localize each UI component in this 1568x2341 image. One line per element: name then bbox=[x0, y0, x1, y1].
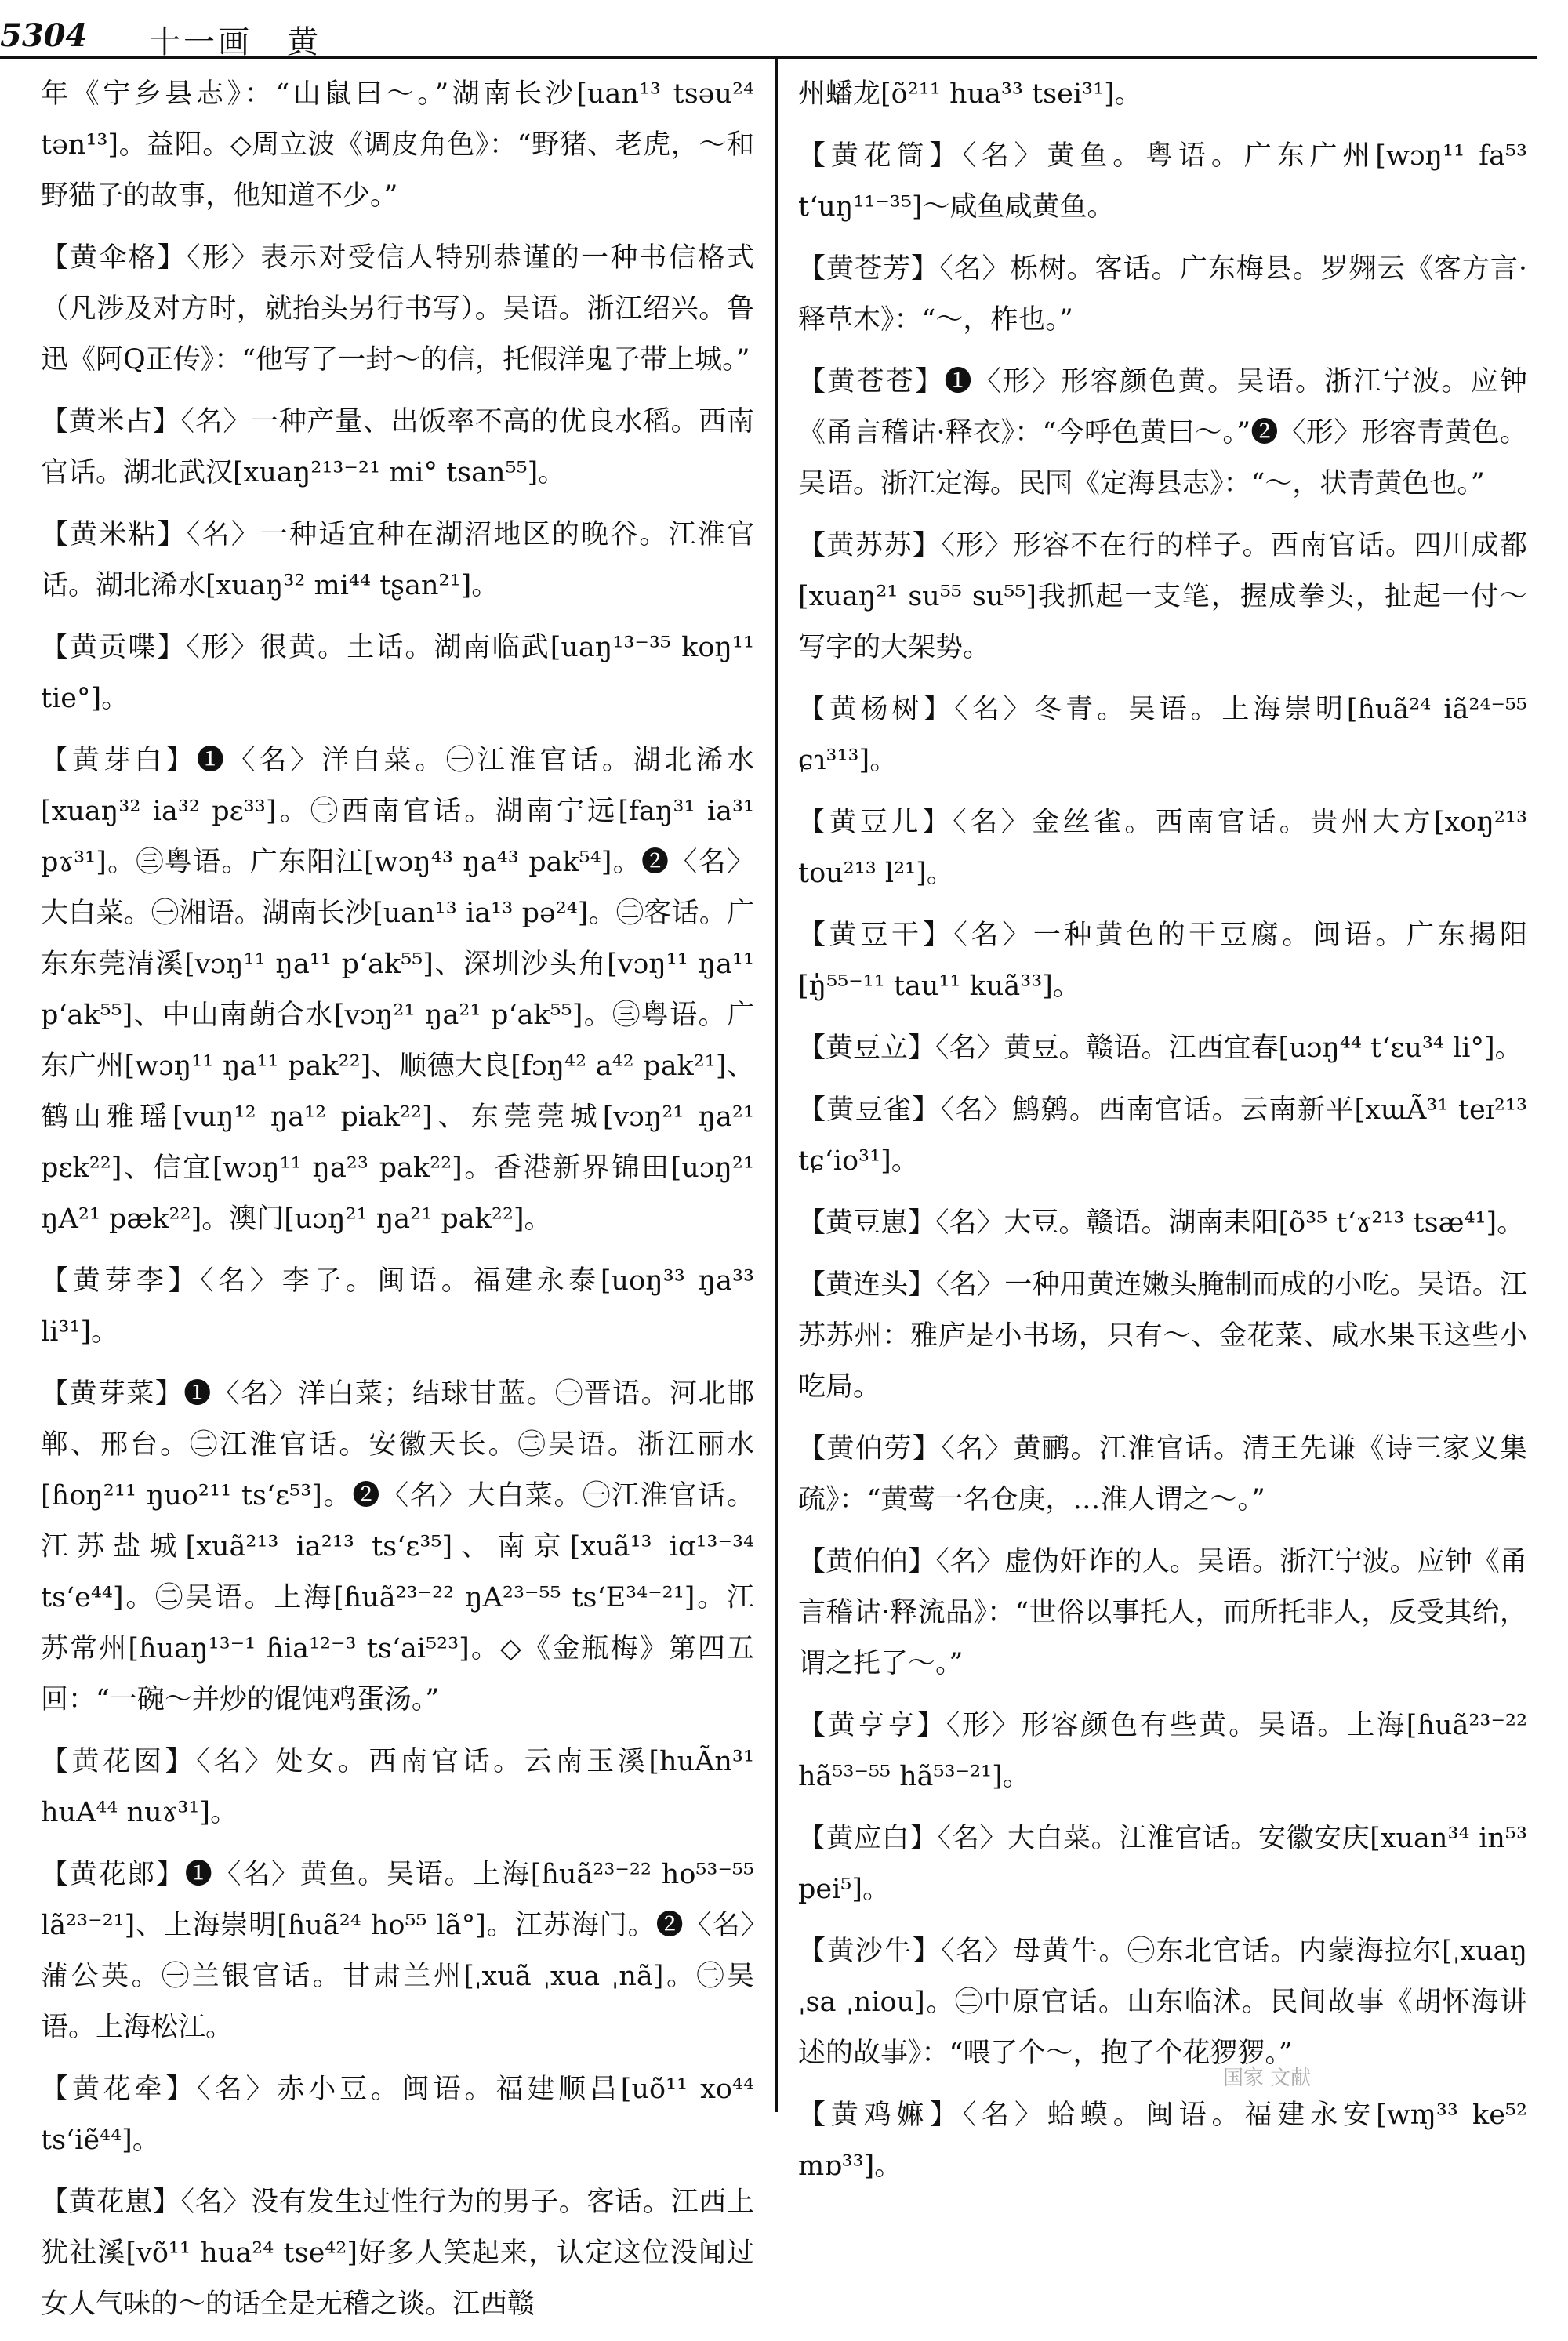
entry: 【黄杨树】〈名〉冬青。吴语。上海崇明[ɦuã²⁴ iã²⁴⁻⁵⁵ ɕɿ³¹³]。 bbox=[798, 694, 1527, 776]
entry-continuation: 年《宁乡县志》：“山鼠曰～。”湖南长沙[uan¹³ tsəu²⁴ tən¹³]。益阳。◇周立波《调皮角色》：“野猪、老虎，～和野猫子的故事，他知道不少。” bbox=[41, 78, 754, 212]
entry: 【黄伯伯】〈名〉虚伪奸诈的人。吴语。浙江宁波。应钟《甬言稽诂·释流品》：“世俗以事托人，而所托非人，反受其绐，谓之托了～。” bbox=[798, 1546, 1527, 1679]
entry: 【黄苏苏】〈形〉形容不在行的样子。西南官话。四川成都[xuaŋ²¹ su⁵⁵ su⁵⁵]我抓起一支笔，握成拳头，扯起一付～写字的大架势。 bbox=[798, 530, 1527, 663]
entry: 【黄花牵】〈名〉赤小豆。闽语。福建顺昌[uõ¹¹ xo⁴⁴ tsʻiẽ⁴⁴]。 bbox=[41, 2074, 754, 2156]
entry: 【黄豆立】〈名〉黄豆。赣语。江西宜春[uɔŋ⁴⁴ tʻɛu³⁴ li°]。 bbox=[798, 1033, 1523, 1064]
entry: 【黄豆崽】〈名〉大豆。赣语。湖南耒阳[õ³⁵ tʻɤ²¹³ tsæ⁴¹]。 bbox=[798, 1207, 1525, 1239]
entry: 【黄芽白】❶〈名〉洋白菜。㊀江淮官话。湖北浠水[xuaŋ³² ia³² pɛ³³]。㊁西南官话。湖南宁远[faŋ³¹ ia³¹ pɤ³¹]。㊂粤语。广东阳江[wɔŋ⁴³ ŋa⁴³ pak⁵⁴]。❷〈名〉大白菜。㊀湘语。湖南长沙[uan¹³ ia¹³ pə²⁴]。㊁客话。广东东莞清溪[vɔŋ¹¹ ŋa¹¹ pʻak⁵⁵]、深圳沙头角[vɔŋ¹¹ ŋa¹¹ pʻak⁵⁵]、中山南蓢合水[vɔŋ²¹ ŋa²¹ pʻak⁵⁵]。㊂粤语。广东广州[wɔŋ¹¹ ŋa¹¹ pak²²]、顺德大良[fɔŋ⁴² a⁴² pak²¹]、鹤山雅瑶[vuŋ¹² ŋa¹² piak²²]、东莞莞城[vɔŋ²¹ ŋa²¹ pɛk²²]、信宜[wɔŋ¹¹ ŋa²³ pak²²]。香港新界锦田[uɔŋ²¹ ŋA²¹ pæk²²]。澳门[uɔŋ²¹ ŋa²¹ pak²²]。 bbox=[41, 745, 754, 1235]
entry: 【黄伞格】〈形〉表示对受信人特别恭谨的一种书信格式（凡涉及对方时，就抬头另行书写）。吴语。浙江绍兴。鲁迅《阿Q正传》：“他写了一封～的信，托假洋鬼子带上城。” bbox=[41, 242, 754, 376]
entry: 【黄米占】〈名〉一种产量、出饭率不高的优良水稻。西南官话。湖北武汉[xuaŋ²¹³⁻²¹ mi° tsan⁵⁵]。 bbox=[41, 406, 754, 488]
entry: 【黄豆雀】〈名〉鹪鹩。西南官话。云南新平[xɯÃ³¹ teɪ²¹³ tɕʻio³¹]。 bbox=[798, 1094, 1527, 1177]
entry: 【黄应白】〈名〉大白菜。江淮官话。安徽安庆[xuan³⁴ in⁵³ pei⁵]。 bbox=[798, 1823, 1527, 1905]
entry: 【黄芽菜】❶〈名〉洋白菜；结球甘蓝。㊀晋语。河北邯郸、邢台。㊁江淮官话。安徽天长。㊂吴语。浙江丽水[ɦoŋ²¹¹ ŋuo²¹¹ tsʻɛ⁵³]。❷〈名〉大白菜。㊀江淮官话。江苏盐城[xuã²¹³ ia²¹³ tsʻɛ³⁵]、南京[xuã¹³ iɑ¹³⁻³⁴ tsʻe⁴⁴]。㊁吴语。上海[ɦuã²³⁻²² ŋA²³⁻⁵⁵ tsʻE³⁴⁻²¹]。江苏常州[ɦuaŋ¹³⁻¹ ɦia¹²⁻³ tsʻai⁵²³]。◇《金瓶梅》第四五回：“一碗～并炒的馄饨鸡蛋汤。” bbox=[41, 1378, 754, 1715]
column-divider bbox=[775, 58, 778, 2112]
entry: 【黄伯劳】〈名〉黄鹂。江淮官话。清王先谦《诗三家义集疏》：“黄莺一名仓庚，…淮人谓之～。” bbox=[798, 1433, 1527, 1515]
entry-continuation: 州蟠龙[õ²¹¹ hua³³ tsei³¹]。 bbox=[798, 78, 1142, 110]
library-stamp: 国家 文献 bbox=[1223, 2067, 1312, 2090]
entry: 【黄连头】〈名〉一种用黄连嫩头腌制而成的小吃。吴语。江苏苏州：雅庐是小书场，只有～、金花菜、咸水果玉这些小吃局。 bbox=[798, 1269, 1527, 1403]
entry: 【黄花筒】〈名〉黄鱼。粤语。广东广州[wɔŋ¹¹ fa⁵³ tʻuŋ¹¹⁻³⁵]～咸鱼咸黄鱼。 bbox=[798, 140, 1527, 223]
entry: 【黄豆儿】〈名〉金丝雀。西南官话。贵州大方[xoŋ²¹³ tou²¹³ l²¹]。 bbox=[798, 807, 1527, 889]
entry: 【黄芽李】〈名〉李子。闽语。福建永泰[uoŋ³³ ŋa³³ li³¹]。 bbox=[41, 1265, 754, 1348]
page-number: 5304 bbox=[0, 17, 88, 54]
running-header bbox=[0, 17, 1537, 60]
right-column bbox=[798, 69, 1527, 2203]
entry: 【黄花囡】〈名〉处女。西南官话。云南玉溪[huÃn³¹ huA⁴⁴ nuɤ³¹]。 bbox=[41, 1746, 754, 1828]
entry: 【黄鸡嫲】〈名〉蛤蟆。闽语。福建永安[wɱ³³ ke⁵² mɒ³³]。 bbox=[798, 2100, 1527, 2182]
entry: 【黄亨亨】〈形〉形容颜色有些黄。吴语。上海[ɦuã²³⁻²² hã⁵³⁻⁵⁵ hã⁵³⁻²¹]。 bbox=[798, 1710, 1527, 1792]
section-title: 十一画 黄 bbox=[149, 24, 321, 60]
entry: 【黄米粘】〈名〉一种适宜种在湖沼地区的晚谷。江淮官话。湖北浠水[xuaŋ³² mi⁴⁴ tʂan²¹]。 bbox=[41, 519, 754, 601]
entry: 【黄花郎】❶〈名〉黄鱼。吴语。上海[ɦuã²³⁻²² ho⁵³⁻⁵⁵ lã²³⁻²¹]、上海崇明[ɦuã²⁴ ho⁵⁵ lã°]。江苏海门。❷〈名〉蒲公英。㊀兰银官话。甘肃兰州[ˌxuã ˌxua ˌnã]。㊁吴语。上海松江。 bbox=[41, 1859, 754, 2043]
entry: 【黄豆干】〈名〉一种黄色的干豆腐。闽语。广东揭阳[ŋ̍⁵⁵⁻¹¹ tau¹¹ kuã³³]。 bbox=[798, 920, 1527, 1002]
entry: 【黄沙牛】〈名〉母黄牛。㊀东北官话。内蒙海拉尔[ˌxuaŋ ˌsa ˌniou]。㊁中原官话。山东临沭。民间故事《胡怀海讲述的故事》：“喂了个～，抱了个花猡猡。” bbox=[798, 1936, 1527, 2069]
entry: 【黄苍苍】❶〈形〉形容颜色黄。吴语。浙江宁波。应钟《甬言稽诂·释衣》：“今呼色黄曰～。”❷〈形〉形容青黄色。吴语。浙江定海。民国《定海县志》：“～，状青黄色也。” bbox=[798, 366, 1527, 499]
entry: 【黄花崽】〈名〉没有发生过性行为的男子。客话。江西上犹社溪[võ¹¹ hua²⁴ tse⁴²]好多人笑起来，认定这位没闻过女人气味的～的话全是无稽之谈。江西赣 bbox=[41, 2187, 754, 2320]
entry: 【黄贡喋】〈形〉很黄。土话。湖南临武[uaŋ¹³⁻³⁵ koŋ¹¹ tie°]。 bbox=[41, 632, 754, 714]
entry: 【黄苍芳】〈名〉栎树。客话。广东梅县。罗翙云《客方言·释草木》：“～，柞也。” bbox=[798, 253, 1527, 336]
left-column bbox=[41, 69, 754, 2341]
header-rule bbox=[0, 56, 1537, 59]
